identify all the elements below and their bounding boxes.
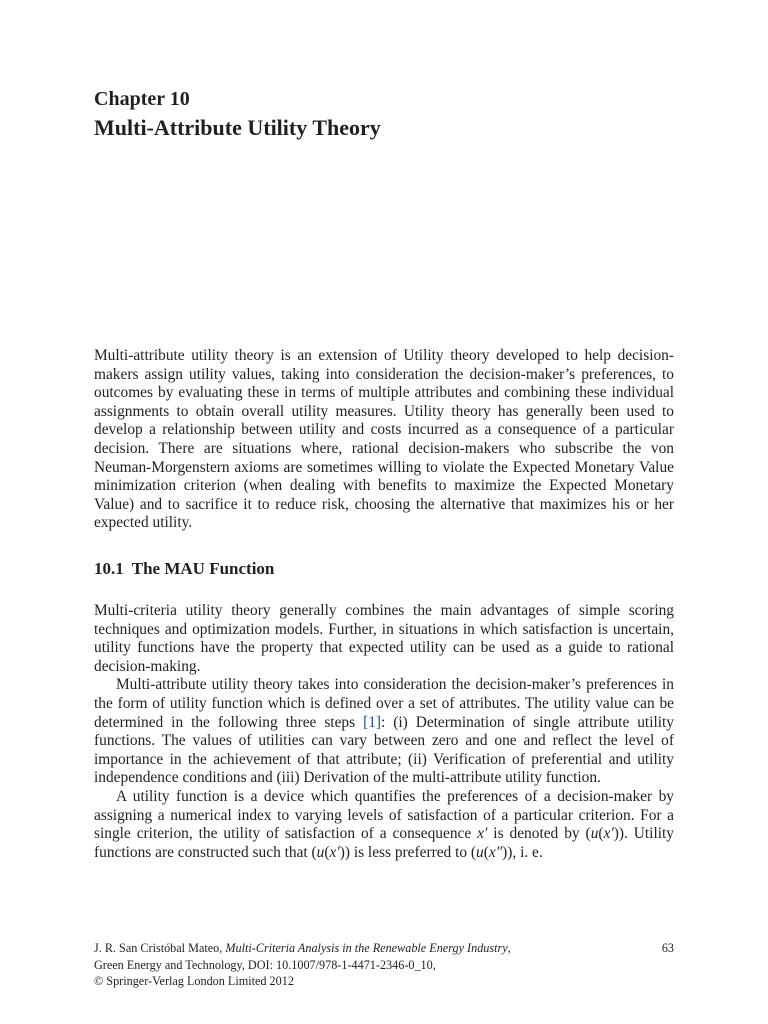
section-paragraph-1: Multi-criteria utility theory generally combines the main advantages of simple scoring techniques and optimization models. Further, in situations in which satisfaction is uncertain, utility functions have the property that expected utility can be used as a guide to rational decision-making. <box>94 602 674 675</box>
section-heading <box>94 559 274 579</box>
footer-copyright-line: © Springer-Verlag London Limited 2012 <box>94 974 294 988</box>
intro-paragraph: Multi-attribute utility theory is an extension of Utility theory developed to help decision-makers assign utility values, taking into consideration the decision-maker’s preferences, to outcomes by evaluating these in terms of multiple attributes and combining these individual assignments to obtain overall utility measures. Utility theory has generally been used to develop a relationship between utility and costs incurred as a consequence of a particular decision. There are situations where, rational decision-makers who subscribe the von Neuman-Morgenstern axioms are sometimes willing to violate the Expected Monetary Value minimization criterion (when dealing with benefits to maximize the Expected Monetary Value) and to sacrifice it to reduce risk, choosing the alternative that maximizes his or her expected utility. <box>94 347 674 532</box>
section-number: 10.1 <box>94 559 124 578</box>
math-x-prime: x′ <box>477 825 488 843</box>
citation-link[interactable]: [1] <box>363 713 382 731</box>
page-number: 63 <box>661 941 674 955</box>
chapter-label: Chapter 10 <box>94 88 190 110</box>
footer-book-title: Multi-Criteria Analysis in the Renewable Energy Industry <box>225 941 508 955</box>
page <box>94 0 674 1024</box>
section-paragraph-2: Multi-attribute utility theory takes into consideration the decision-maker’s preferences in the form of utility function which is defined over a set of attributes. The utility value can be determined in the following three steps [1]: (i) Determination of single attribute utility functions. The values of utilities can vary between zero and one and reflect the level of importance in the achievement of that attribute; (ii) Verification of preferential and utility independence conditions and (iii) Derivation of the multi-attribute utility function. <box>94 676 675 787</box>
chapter-title: Multi-Attribute Utility Theory <box>94 115 381 140</box>
section-title: The MAU Function <box>131 559 275 578</box>
math-x-double-prime: x″ <box>488 843 503 861</box>
section-body <box>94 602 674 862</box>
footer-citation <box>94 940 674 990</box>
section-paragraph-3: A utility function is a device which quantifies the preferences of a decision-maker by assigning a numerical index to varying levels of satisfaction of a particular criterion. For a single criterion, the utility of satisfaction of a consequence x′ is denoted by (u(x′)). Utility functions are constructed such that (u(x′)) is less preferred to (u(x″)), i. e. <box>94 787 674 861</box>
footer-series-line: Green Energy and Technology, DOI: 10.1007/978-1-4471-2346-0_10, <box>94 957 436 972</box>
footer-author-line: J. R. San Cristóbal Mateo, Multi-Criteria Analysis in the Renewable Energy Industry, <box>94 941 511 955</box>
